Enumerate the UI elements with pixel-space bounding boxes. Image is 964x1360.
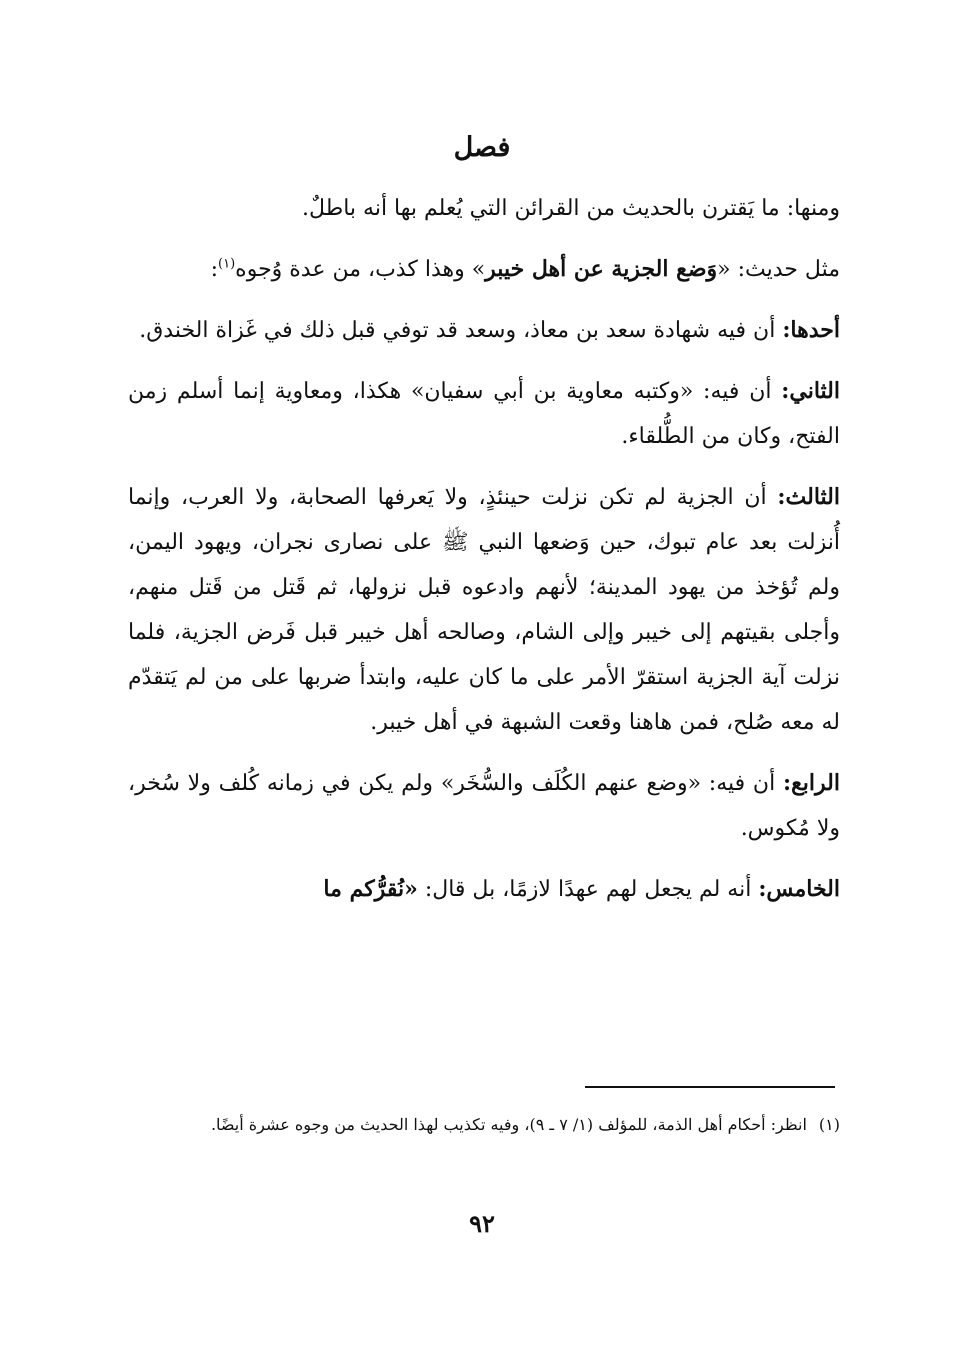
paragraph-ending: : — [210, 257, 219, 282]
main-text — [128, 186, 840, 928]
footnote-divider — [585, 1086, 835, 1088]
paragraph-text: أن فيه: «وضع عنهم الكُلَف والسُّخَر» ولم يكن في زمانه كُلف ولا سُخر، ولا مُكوس. — [128, 771, 840, 841]
footnote-number: (١) — [818, 1115, 840, 1134]
paragraph-lead: الخامس: — [758, 876, 840, 902]
paragraph-lead: أحدها: — [782, 317, 840, 343]
section-heading: فصل — [453, 132, 511, 163]
paragraph-fifth-reason — [128, 867, 840, 912]
paragraph-prefix: مثل حديث: « — [717, 257, 840, 282]
hadith-title: وَضع الجزية عن أهل خيبر — [485, 256, 718, 282]
paragraph-text: أنه لم يجعل لهم عهدًا لازمًا، بل قال: — [417, 877, 759, 902]
footnote-text: انظر: أحكام أهل الذمة، للمؤلف (١/ ٧ ـ ٩)، وفيه تكذيب لهذا الحديث من وجوه عشرة أيضًا. — [210, 1115, 807, 1134]
paragraph-first-reason — [128, 308, 840, 353]
paragraph-lead: الرابع: — [782, 770, 840, 796]
paragraph-fourth-reason — [128, 761, 840, 851]
paragraph-lead: الثالث: — [777, 484, 840, 510]
paragraph-example — [128, 247, 840, 292]
paragraph-lead: الثاني: — [781, 378, 840, 404]
footnote-reference[interactable]: (١) — [218, 256, 236, 272]
paragraph-intro — [128, 186, 840, 231]
page-number: ٩٢ — [469, 1209, 495, 1238]
paragraph-text: ومنها: ما يَقترن بالحديث من القرائن التي يُعلم بها أنه باطلٌ. — [302, 196, 840, 221]
paragraph-third-reason — [128, 475, 840, 745]
paragraph-suffix: » وهذا كذب، من عدة وُجوه — [235, 257, 486, 282]
quoted-continuation: «نُقرُّكم ما — [323, 876, 418, 902]
paragraph-second-reason — [128, 369, 840, 459]
paragraph-text: أن فيه شهادة سعد بن معاذ، وسعد قد توفي قبل ذلك في غَزاة الخندق. — [139, 318, 783, 343]
paragraph-text: أن فيه: «وكتبه معاوية بن أبي سفيان» هكذا، ومعاوية إنما أسلم زمن الفتح، وكان من الطُّلقاء. — [128, 379, 840, 449]
paragraph-text: أن الجزية لم تكن نزلت حينئذٍ، ولا يَعرفها الصحابة، ولا العرب، وإنما أُنزلت بعد عام تبوك، حين وَضعها النبي ﷺ على نصارى نجران، ويهود اليمن، ولم تُؤخذ من يهود المدينة؛ لأنهم وادعوه قبل نزولها، ثم قَتل من قَتل منهم، وأجلى بقيتهم إلى خيبر وإلى الشام، وصالحه أهل خيبر قبل فَرض الجزية، فلما نزلت آية الجزية استقرّ الأمر على ما كان عليه، وابتدأ ضربها على من لم يَتقدّم له معه صُلح، فمن هاهنا وقعت الشبهة في أهل خيبر. — [128, 485, 840, 735]
footnote — [128, 1110, 840, 1140]
